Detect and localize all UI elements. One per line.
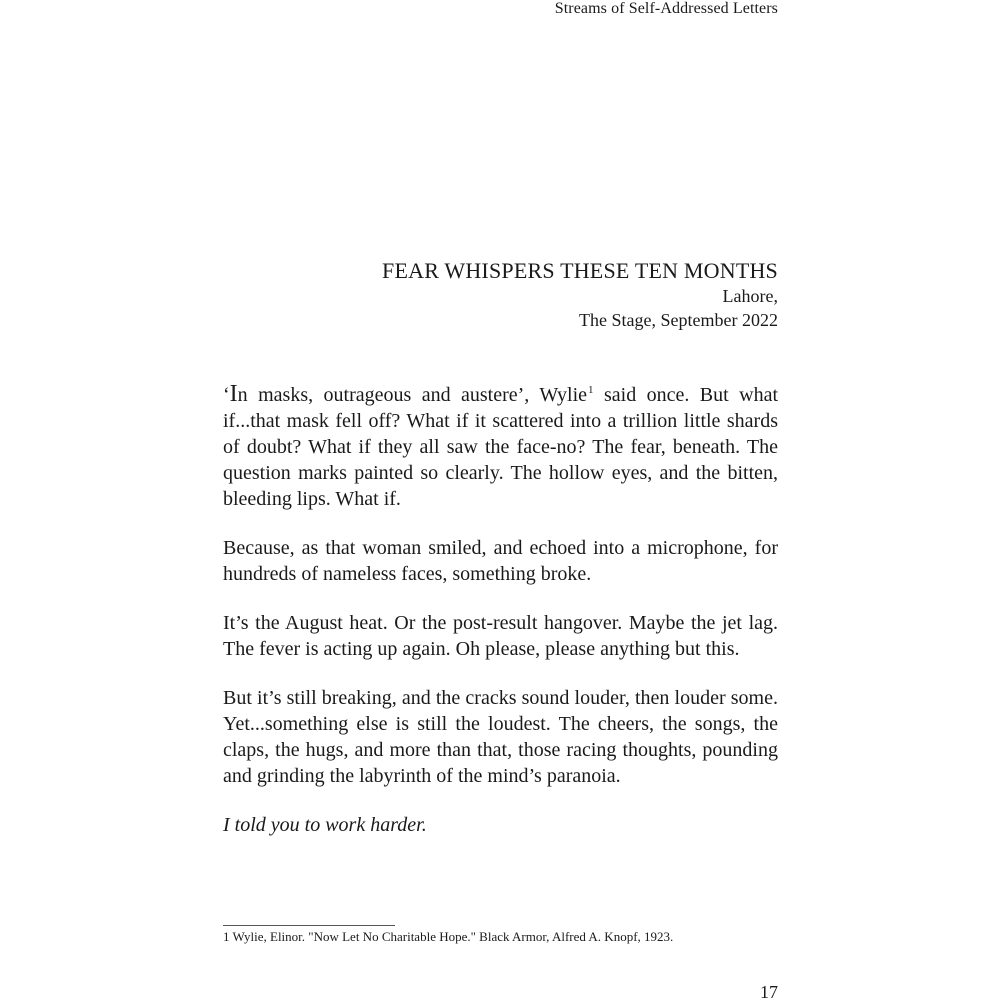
closing-line: I told you to work harder. — [223, 814, 427, 836]
footnote-divider — [223, 925, 395, 926]
paragraph-3: It’s the August heat. Or the post-result hangover. Maybe the jet lag. The fever is acting up again. Oh please, please anything but this. — [223, 612, 778, 660]
paragraph-1-lead: n masks, outrageous and austere’, Wylie — [237, 384, 588, 406]
chapter-title: FEAR WHISPERS THESE TEN MONTHS — [382, 258, 778, 283]
chapter-place: Lahore, — [722, 286, 778, 306]
chapter-heading — [382, 258, 778, 332]
footnote: 1 Wylie, Elinor. "Now Let No Charitable Hope." Black Armor, Alfred A. Knopf, 1923. — [223, 929, 674, 944]
open-quote: ‘ — [223, 384, 230, 406]
paragraph-1 — [223, 381, 778, 512]
body-text — [223, 381, 778, 861]
paragraph-4: But it’s still breaking, and the cracks sound louder, then louder some. Yet...something else is still the loudest. The cheers, the songs, the claps, the hugs, and more than that, those racing thoughts, pounding and grinding the labyrinth of the mind’s paranoia. — [223, 687, 778, 787]
footnote-reference: 1 — [588, 384, 594, 397]
paragraph-1-rest: said once. But what if...that mask fell off? What if it scattered into a trillion little shards of doubt? What if they all saw the face-no? The fear, beneath. The question marks painted so clearly. The hollow eyes, and the bitten, bleeding lips. What if. — [223, 384, 778, 510]
chapter-venue-date: The Stage, September 2022 — [579, 310, 778, 330]
running-head: Streams of Self-Addressed Letters — [554, 0, 778, 17]
drop-cap: I — [229, 381, 238, 407]
page-number: 17 — [760, 982, 778, 1002]
paragraph-2: Because, as that woman smiled, and echoed into a microphone, for hundreds of nameless faces, something broke. — [223, 537, 778, 585]
